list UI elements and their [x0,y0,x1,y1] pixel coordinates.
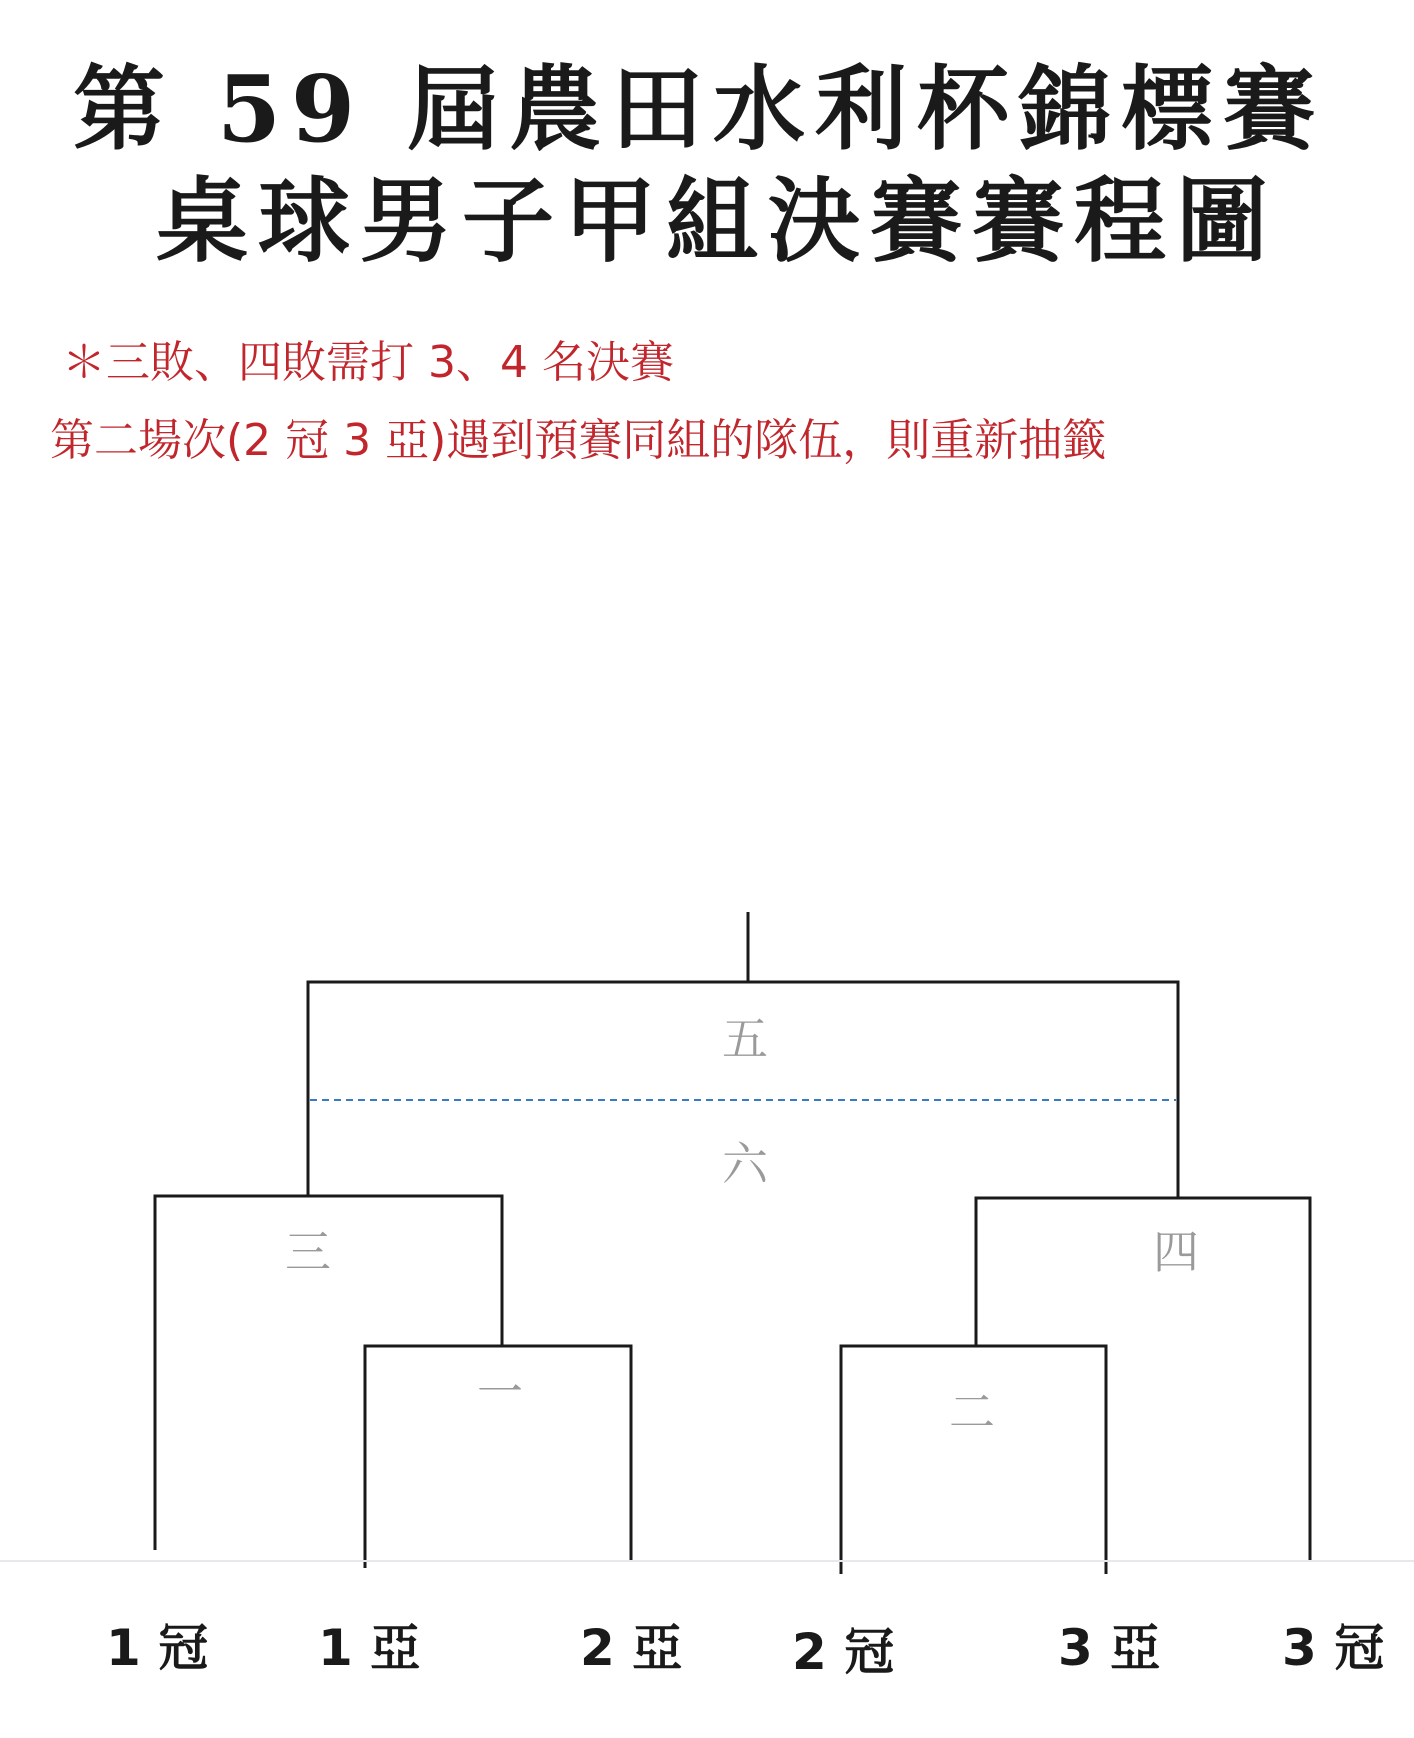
bracket-match-4 [976,1198,1310,1560]
match-label-4: 四 [1153,1225,1199,1279]
seed-label: 2 亞 [580,1619,683,1677]
title-line-2: 桌球男子甲組決賽賽程圖 [155,167,1278,275]
seed-label: 1 冠 [106,1619,209,1677]
title-line-1: 第 59 屆農田水利杯錦標賽 [72,55,1326,163]
match-label-1: 一 [477,1365,523,1419]
match-label-2: 二 [949,1385,995,1439]
bracket-match-2 [841,1346,1106,1574]
match-label-6: 六 [722,1137,768,1191]
seed-label: 3 亞 [1058,1619,1161,1677]
seed-label: 2 冠 [792,1623,895,1681]
seed-label: 1 亞 [318,1619,421,1677]
note-line-1: ＊三敗、四敗需打 3、4 名決賽 [62,337,674,388]
match-label-5: 五 [722,1012,768,1066]
note-line-2: 第二場次(2 冠 3 亞)遇到預賽同組的隊伍，則重新抽籤 [50,415,1107,466]
match-label-3: 三 [285,1225,331,1279]
seed-label: 3 冠 [1282,1619,1385,1677]
